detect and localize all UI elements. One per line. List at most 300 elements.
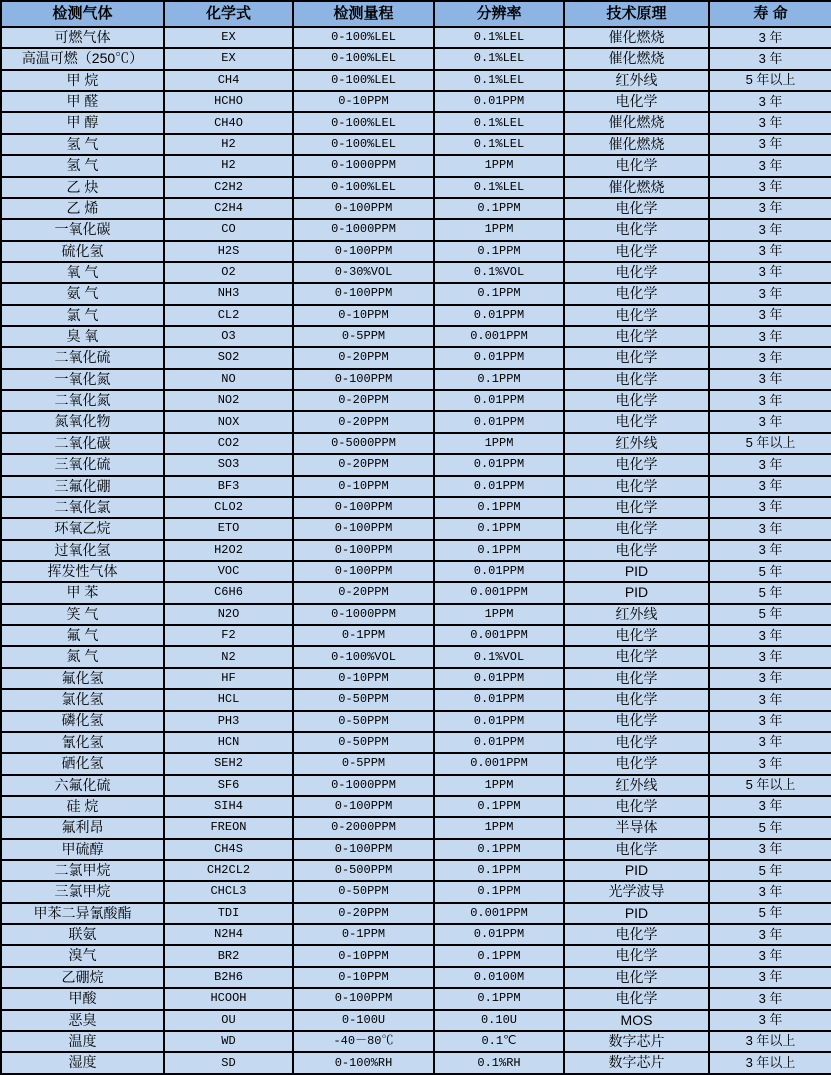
cell-resolution: 0.1PPM	[434, 518, 564, 539]
cell-technology: 红外线	[564, 433, 709, 454]
table-row	[1, 476, 831, 497]
table-row	[1, 604, 831, 625]
table-row	[1, 924, 831, 945]
cell-resolution: 0.01PPM	[434, 390, 564, 411]
table-row	[1, 48, 831, 69]
cell-technology: 电化学	[564, 305, 709, 326]
cell-resolution: 0.1PPM	[434, 839, 564, 860]
cell-gas-name: 磷化氢	[1, 711, 164, 732]
cell-lifespan: 3 年	[709, 924, 831, 945]
header-lifespan: 寿 命	[709, 1, 831, 27]
cell-detection-range: 0-1PPM	[293, 924, 434, 945]
cell-resolution: 0.1PPM	[434, 497, 564, 518]
table-row	[1, 540, 831, 561]
cell-chemical-formula: CHCL3	[164, 881, 293, 902]
cell-resolution: 0.001PPM	[434, 326, 564, 347]
table-row	[1, 112, 831, 133]
cell-chemical-formula: N2H4	[164, 924, 293, 945]
cell-detection-range: 0-100U	[293, 1010, 434, 1031]
cell-chemical-formula: HCL	[164, 689, 293, 710]
cell-gas-name: 二氧化氯	[1, 497, 164, 518]
cell-detection-range: 0-100PPM	[293, 988, 434, 1009]
table-row	[1, 561, 831, 582]
cell-lifespan: 3 年	[709, 390, 831, 411]
cell-resolution: 0.01PPM	[434, 305, 564, 326]
cell-detection-range: 0-30%VOL	[293, 262, 434, 283]
table-row	[1, 1031, 831, 1052]
cell-chemical-formula: H2O2	[164, 540, 293, 561]
cell-detection-range: 0-100PPM	[293, 497, 434, 518]
cell-detection-range: 0-100PPM	[293, 839, 434, 860]
cell-resolution: 0.1PPM	[434, 796, 564, 817]
cell-gas-name: 湿度	[1, 1052, 164, 1074]
cell-technology: 电化学	[564, 711, 709, 732]
cell-lifespan: 3 年	[709, 134, 831, 155]
cell-lifespan: 3 年	[709, 326, 831, 347]
cell-chemical-formula: NO	[164, 369, 293, 390]
table-row	[1, 70, 831, 91]
cell-chemical-formula: CH4S	[164, 839, 293, 860]
table-row	[1, 241, 831, 262]
cell-gas-name: 氧 气	[1, 262, 164, 283]
cell-technology: PID	[564, 903, 709, 924]
cell-detection-range: 0-100%VOL	[293, 646, 434, 667]
cell-resolution: 0.01PPM	[434, 476, 564, 497]
cell-gas-name: 一氧化碳	[1, 219, 164, 240]
cell-technology: 电化学	[564, 497, 709, 518]
cell-detection-range: 0-100%LEL	[293, 112, 434, 133]
table-row	[1, 283, 831, 304]
cell-technology: 电化学	[564, 198, 709, 219]
cell-technology: 数字芯片	[564, 1031, 709, 1052]
cell-detection-range: 0-10PPM	[293, 945, 434, 966]
cell-lifespan: 3 年	[709, 198, 831, 219]
table-row	[1, 775, 831, 796]
cell-technology: 电化学	[564, 476, 709, 497]
cell-resolution: 0.1%LEL	[434, 48, 564, 69]
cell-detection-range: 0-50PPM	[293, 732, 434, 753]
table-row	[1, 497, 831, 518]
table-row	[1, 433, 831, 454]
cell-gas-name: 氮 气	[1, 646, 164, 667]
cell-technology: 电化学	[564, 625, 709, 646]
cell-technology: 电化学	[564, 91, 709, 112]
table-row	[1, 91, 831, 112]
table-row	[1, 518, 831, 539]
cell-technology: MOS	[564, 1010, 709, 1031]
cell-chemical-formula: FREON	[164, 817, 293, 838]
table-row	[1, 198, 831, 219]
cell-chemical-formula: HF	[164, 668, 293, 689]
cell-chemical-formula: WD	[164, 1031, 293, 1052]
cell-resolution: 0.1%RH	[434, 1052, 564, 1074]
cell-lifespan: 3 年	[709, 112, 831, 133]
cell-resolution: 1PPM	[434, 219, 564, 240]
cell-detection-range: 0-5PPM	[293, 753, 434, 774]
cell-technology: 电化学	[564, 668, 709, 689]
cell-detection-range: 0-500PPM	[293, 860, 434, 881]
cell-detection-range: 0-100%LEL	[293, 134, 434, 155]
table-row	[1, 134, 831, 155]
cell-technology: 催化燃烧	[564, 27, 709, 48]
cell-lifespan: 3 年	[709, 497, 831, 518]
cell-technology: 电化学	[564, 689, 709, 710]
header-detection-range: 检测量程	[293, 1, 434, 27]
cell-gas-name: 乙 烯	[1, 198, 164, 219]
cell-detection-range: 0-20PPM	[293, 903, 434, 924]
cell-lifespan: 3 年	[709, 646, 831, 667]
cell-gas-name: 氟利昂	[1, 817, 164, 838]
cell-lifespan: 3 年	[709, 518, 831, 539]
cell-lifespan: 3 年	[709, 27, 831, 48]
table-row	[1, 347, 831, 368]
cell-gas-name: 甲 烷	[1, 70, 164, 91]
cell-detection-range: 0-20PPM	[293, 582, 434, 603]
cell-gas-name: 氰化氢	[1, 732, 164, 753]
cell-resolution: 0.1%LEL	[434, 177, 564, 198]
cell-lifespan: 3 年	[709, 454, 831, 475]
cell-lifespan: 3 年	[709, 411, 831, 432]
cell-gas-name: 乙硼烷	[1, 967, 164, 988]
table-row	[1, 625, 831, 646]
cell-lifespan: 3 年	[709, 540, 831, 561]
table-row	[1, 411, 831, 432]
cell-detection-range: 0-20PPM	[293, 411, 434, 432]
cell-detection-range: 0-100PPM	[293, 796, 434, 817]
cell-resolution: 0.0100M	[434, 967, 564, 988]
table-row	[1, 668, 831, 689]
cell-lifespan: 5 年以上	[709, 775, 831, 796]
cell-technology: 电化学	[564, 241, 709, 262]
cell-detection-range: 0-100PPM	[293, 540, 434, 561]
cell-lifespan: 5 年以上	[709, 433, 831, 454]
table-row	[1, 988, 831, 1009]
cell-gas-name: 二氧化硫	[1, 347, 164, 368]
table-row	[1, 839, 831, 860]
cell-technology: 电化学	[564, 924, 709, 945]
cell-technology: 电化学	[564, 967, 709, 988]
cell-gas-name: 温度	[1, 1031, 164, 1052]
cell-lifespan: 3 年	[709, 283, 831, 304]
cell-technology: 电化学	[564, 155, 709, 176]
table-row	[1, 454, 831, 475]
cell-detection-range: 0-10PPM	[293, 476, 434, 497]
table-row	[1, 903, 831, 924]
cell-detection-range: 0-100PPM	[293, 561, 434, 582]
cell-resolution: 0.001PPM	[434, 625, 564, 646]
table-row	[1, 1052, 831, 1074]
table-row	[1, 881, 831, 902]
table-row	[1, 305, 831, 326]
cell-detection-range: 0-100%LEL	[293, 27, 434, 48]
cell-chemical-formula: CO	[164, 219, 293, 240]
cell-chemical-formula: SIH4	[164, 796, 293, 817]
table-row	[1, 582, 831, 603]
header-resolution: 分辨率	[434, 1, 564, 27]
cell-resolution: 0.1%LEL	[434, 27, 564, 48]
cell-gas-name: 二氧化氮	[1, 390, 164, 411]
cell-detection-range: 0-100PPM	[293, 198, 434, 219]
cell-technology: 电化学	[564, 262, 709, 283]
cell-detection-range: 0-1PPM	[293, 625, 434, 646]
cell-gas-name: 三氧化硫	[1, 454, 164, 475]
table-row	[1, 732, 831, 753]
cell-detection-range: 0-100%LEL	[293, 70, 434, 91]
cell-technology: 催化燃烧	[564, 112, 709, 133]
cell-gas-name: 二氯甲烷	[1, 860, 164, 881]
table-row	[1, 177, 831, 198]
table-row	[1, 369, 831, 390]
cell-technology: 电化学	[564, 839, 709, 860]
cell-lifespan: 3 年	[709, 796, 831, 817]
cell-lifespan: 3 年	[709, 668, 831, 689]
cell-resolution: 1PPM	[434, 775, 564, 796]
cell-chemical-formula: H2	[164, 134, 293, 155]
cell-chemical-formula: O2	[164, 262, 293, 283]
cell-resolution: 0.001PPM	[434, 903, 564, 924]
cell-gas-name: 高温可燃（250℃）	[1, 48, 164, 69]
cell-chemical-formula: CH2CL2	[164, 860, 293, 881]
cell-gas-name: 氢 气	[1, 155, 164, 176]
cell-technology: 电化学	[564, 454, 709, 475]
cell-chemical-formula: NO2	[164, 390, 293, 411]
cell-lifespan: 3 年	[709, 305, 831, 326]
cell-resolution: 0.01PPM	[434, 91, 564, 112]
cell-technology: 半导体	[564, 817, 709, 838]
cell-detection-range: 0-50PPM	[293, 711, 434, 732]
table-row	[1, 796, 831, 817]
cell-chemical-formula: SF6	[164, 775, 293, 796]
table-row	[1, 262, 831, 283]
cell-gas-name: 三氯甲烷	[1, 881, 164, 902]
cell-technology: 电化学	[564, 283, 709, 304]
cell-technology: PID	[564, 561, 709, 582]
cell-technology: 催化燃烧	[564, 177, 709, 198]
cell-resolution: 0.01PPM	[434, 411, 564, 432]
cell-detection-range: 0-2000PPM	[293, 817, 434, 838]
cell-chemical-formula: PH3	[164, 711, 293, 732]
cell-technology: 电化学	[564, 646, 709, 667]
cell-detection-range: 0-100%LEL	[293, 48, 434, 69]
cell-technology: 电化学	[564, 390, 709, 411]
cell-chemical-formula: OU	[164, 1010, 293, 1031]
table-row	[1, 945, 831, 966]
cell-resolution: 0.01PPM	[434, 561, 564, 582]
header-chemical-formula: 化学式	[164, 1, 293, 27]
cell-chemical-formula: CO2	[164, 433, 293, 454]
cell-detection-range: 0-5PPM	[293, 326, 434, 347]
cell-lifespan: 3 年	[709, 177, 831, 198]
cell-resolution: 0.01PPM	[434, 732, 564, 753]
cell-resolution: 0.1PPM	[434, 988, 564, 1009]
cell-detection-range: 0-20PPM	[293, 347, 434, 368]
cell-gas-name: 三氟化硼	[1, 476, 164, 497]
cell-detection-range: 0-5000PPM	[293, 433, 434, 454]
cell-chemical-formula: EX	[164, 27, 293, 48]
cell-chemical-formula: CL2	[164, 305, 293, 326]
cell-detection-range: 0-100PPM	[293, 283, 434, 304]
cell-gas-name: 甲硫醇	[1, 839, 164, 860]
cell-lifespan: 5 年	[709, 903, 831, 924]
cell-detection-range: 0-20PPM	[293, 454, 434, 475]
cell-resolution: 0.001PPM	[434, 582, 564, 603]
cell-gas-name: 甲酸	[1, 988, 164, 1009]
cell-lifespan: 5 年	[709, 561, 831, 582]
cell-resolution: 0.01PPM	[434, 454, 564, 475]
cell-gas-name: 溴气	[1, 945, 164, 966]
cell-lifespan: 5 年	[709, 604, 831, 625]
cell-technology: 光学波导	[564, 881, 709, 902]
table-row	[1, 1010, 831, 1031]
cell-gas-name: 过氧化氢	[1, 540, 164, 561]
cell-gas-name: 甲苯二异氰酸酯	[1, 903, 164, 924]
cell-lifespan: 5 年	[709, 817, 831, 838]
cell-lifespan: 3 年	[709, 881, 831, 902]
cell-gas-name: 硅 烷	[1, 796, 164, 817]
cell-resolution: 0.1PPM	[434, 369, 564, 390]
cell-resolution: 0.1PPM	[434, 198, 564, 219]
cell-lifespan: 5 年	[709, 582, 831, 603]
cell-detection-range: 0-1000PPM	[293, 155, 434, 176]
cell-chemical-formula: N2O	[164, 604, 293, 625]
cell-chemical-formula: VOC	[164, 561, 293, 582]
cell-technology: 催化燃烧	[564, 134, 709, 155]
cell-technology: 电化学	[564, 732, 709, 753]
cell-detection-range: 0-100PPM	[293, 241, 434, 262]
cell-lifespan: 3 年	[709, 219, 831, 240]
cell-technology: PID	[564, 582, 709, 603]
cell-gas-name: 甲 苯	[1, 582, 164, 603]
table-row	[1, 753, 831, 774]
table-row	[1, 689, 831, 710]
cell-resolution: 0.1PPM	[434, 945, 564, 966]
cell-gas-name: 恶臭	[1, 1010, 164, 1031]
cell-gas-name: 氯化氢	[1, 689, 164, 710]
cell-gas-name: 六氟化硫	[1, 775, 164, 796]
cell-chemical-formula: N2	[164, 646, 293, 667]
cell-chemical-formula: TDI	[164, 903, 293, 924]
cell-detection-range: 0-20PPM	[293, 390, 434, 411]
cell-chemical-formula: HCN	[164, 732, 293, 753]
cell-detection-range: 0-100%RH	[293, 1052, 434, 1074]
cell-detection-range: -40－80℃	[293, 1031, 434, 1052]
cell-resolution: 0.1PPM	[434, 860, 564, 881]
cell-gas-name: 乙 炔	[1, 177, 164, 198]
cell-gas-name: 氯 气	[1, 305, 164, 326]
cell-gas-name: 硫化氢	[1, 241, 164, 262]
table-row	[1, 967, 831, 988]
cell-lifespan: 3 年	[709, 988, 831, 1009]
cell-chemical-formula: BR2	[164, 945, 293, 966]
cell-resolution: 0.1℃	[434, 1031, 564, 1052]
cell-technology: PID	[564, 860, 709, 881]
cell-resolution: 0.01PPM	[434, 347, 564, 368]
table-row	[1, 27, 831, 48]
cell-technology: 电化学	[564, 411, 709, 432]
cell-gas-name: 硒化氢	[1, 753, 164, 774]
cell-resolution: 0.001PPM	[434, 753, 564, 774]
cell-technology: 电化学	[564, 540, 709, 561]
cell-chemical-formula: O3	[164, 326, 293, 347]
cell-technology: 电化学	[564, 326, 709, 347]
cell-detection-range: 0-10PPM	[293, 91, 434, 112]
header-technology: 技术原理	[564, 1, 709, 27]
cell-lifespan: 3 年	[709, 48, 831, 69]
cell-chemical-formula: ETO	[164, 518, 293, 539]
header-gas-name: 检测气体	[1, 1, 164, 27]
cell-chemical-formula: C6H6	[164, 582, 293, 603]
table-row	[1, 326, 831, 347]
cell-resolution: 0.1PPM	[434, 540, 564, 561]
cell-chemical-formula: HCOOH	[164, 988, 293, 1009]
cell-resolution: 1PPM	[434, 604, 564, 625]
cell-resolution: 0.1PPM	[434, 283, 564, 304]
cell-lifespan: 3 年以上	[709, 1031, 831, 1052]
cell-chemical-formula: SO2	[164, 347, 293, 368]
cell-chemical-formula: HCHO	[164, 91, 293, 112]
cell-resolution: 0.10U	[434, 1010, 564, 1031]
cell-technology: 电化学	[564, 347, 709, 368]
cell-technology: 数字芯片	[564, 1052, 709, 1074]
cell-detection-range: 0-50PPM	[293, 881, 434, 902]
cell-lifespan: 3 年	[709, 967, 831, 988]
cell-chemical-formula: SEH2	[164, 753, 293, 774]
cell-lifespan: 3 年	[709, 91, 831, 112]
cell-lifespan: 3 年	[709, 839, 831, 860]
cell-chemical-formula: SD	[164, 1052, 293, 1074]
cell-technology: 红外线	[564, 604, 709, 625]
cell-resolution: 0.01PPM	[434, 711, 564, 732]
cell-resolution: 0.1PPM	[434, 241, 564, 262]
cell-resolution: 0.1%LEL	[434, 134, 564, 155]
cell-resolution: 0.01PPM	[434, 924, 564, 945]
cell-chemical-formula: NOX	[164, 411, 293, 432]
cell-lifespan: 3 年	[709, 732, 831, 753]
cell-resolution: 0.1PPM	[434, 881, 564, 902]
cell-detection-range: 0-1000PPM	[293, 775, 434, 796]
cell-detection-range: 0-10PPM	[293, 305, 434, 326]
cell-gas-name: 二氧化碳	[1, 433, 164, 454]
cell-lifespan: 5 年以上	[709, 70, 831, 91]
table-row	[1, 817, 831, 838]
cell-detection-range: 0-1000PPM	[293, 604, 434, 625]
cell-gas-name: 挥发性气体	[1, 561, 164, 582]
cell-lifespan: 3 年	[709, 689, 831, 710]
cell-chemical-formula: CH4O	[164, 112, 293, 133]
cell-chemical-formula: BF3	[164, 476, 293, 497]
cell-lifespan: 3 年	[709, 945, 831, 966]
cell-gas-name: 氮氧化物	[1, 411, 164, 432]
cell-gas-name: 可燃气体	[1, 27, 164, 48]
cell-lifespan: 3 年	[709, 711, 831, 732]
cell-technology: 电化学	[564, 753, 709, 774]
table-row	[1, 155, 831, 176]
cell-detection-range: 0-100PPM	[293, 518, 434, 539]
cell-technology: 电化学	[564, 219, 709, 240]
cell-resolution: 1PPM	[434, 433, 564, 454]
cell-chemical-formula: EX	[164, 48, 293, 69]
cell-lifespan: 3 年	[709, 262, 831, 283]
cell-chemical-formula: F2	[164, 625, 293, 646]
cell-detection-range: 0-1000PPM	[293, 219, 434, 240]
cell-chemical-formula: B2H6	[164, 967, 293, 988]
cell-lifespan: 3 年	[709, 241, 831, 262]
cell-resolution: 0.01PPM	[434, 689, 564, 710]
cell-gas-name: 氨 气	[1, 283, 164, 304]
cell-detection-range: 0-100%LEL	[293, 177, 434, 198]
cell-gas-name: 联氨	[1, 924, 164, 945]
cell-technology: 红外线	[564, 70, 709, 91]
